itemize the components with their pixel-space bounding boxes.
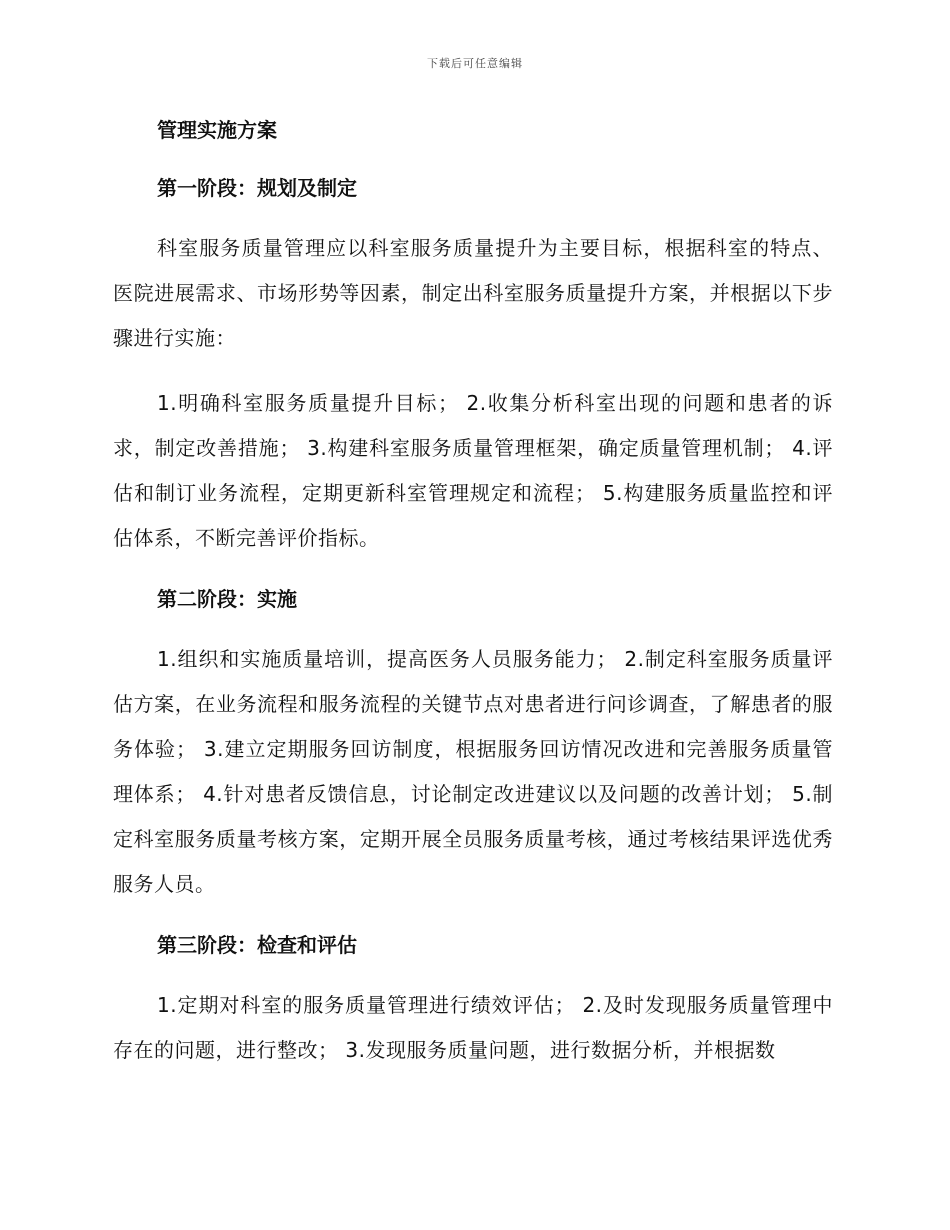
section-heading-stage-2: 第二阶段：实施 xyxy=(157,587,297,611)
paragraph: 科室服务质量管理应以科室服务质量提升为主要目标，根据科室的特点、医院进展需求、市场形势等因素，制定出科室服务质量提升方案，并根据以下步骤进行实施： xyxy=(113,236,833,350)
paragraph: 1.定期对科室的服务质量管理进行绩效评估； 2.及时发现服务质量管理中存在的问题，进行整改； 3.发现服务质量问题，进行数据分析，并根据数 xyxy=(113,993,833,1062)
paragraph: 1.组织和实施质量培训，提高医务人员服务能力； 2.制定科室服务质量评估方案，在业务流程和服务流程的关键节点对患者进行问诊调查，了解患者的服务体验； 3.建立定期服务回访制度，根据服务回访情况改进和完善服务质量管理体系； 4.针对患者反馈信息，讨论制定改进建议以及问题的改善计划； 5.制定科室服务质量考核方案，定期开展全员服务质量考核，通过考核结果评选优秀服务人员。 xyxy=(113,647,833,896)
section-heading-stage-3: 第三阶段：检查和评估 xyxy=(157,933,357,957)
page-header-note: 下载后可任意编辑 xyxy=(427,57,523,70)
document-body xyxy=(113,112,833,1073)
document-title: 管理实施方案 xyxy=(157,118,277,142)
section-heading-stage-1: 第一阶段：规划及制定 xyxy=(157,176,357,200)
paragraph: 1.明确科室服务质量提升目标； 2.收集分析科室出现的问题和患者的诉求，制定改善措施； 3.构建科室服务质量管理框架，确定质量管理机制； 4.评估和制订业务流程，定期更新科室管理规定和流程； 5.构建服务质量监控和评估体系，不断完善评价指标。 xyxy=(113,391,833,550)
